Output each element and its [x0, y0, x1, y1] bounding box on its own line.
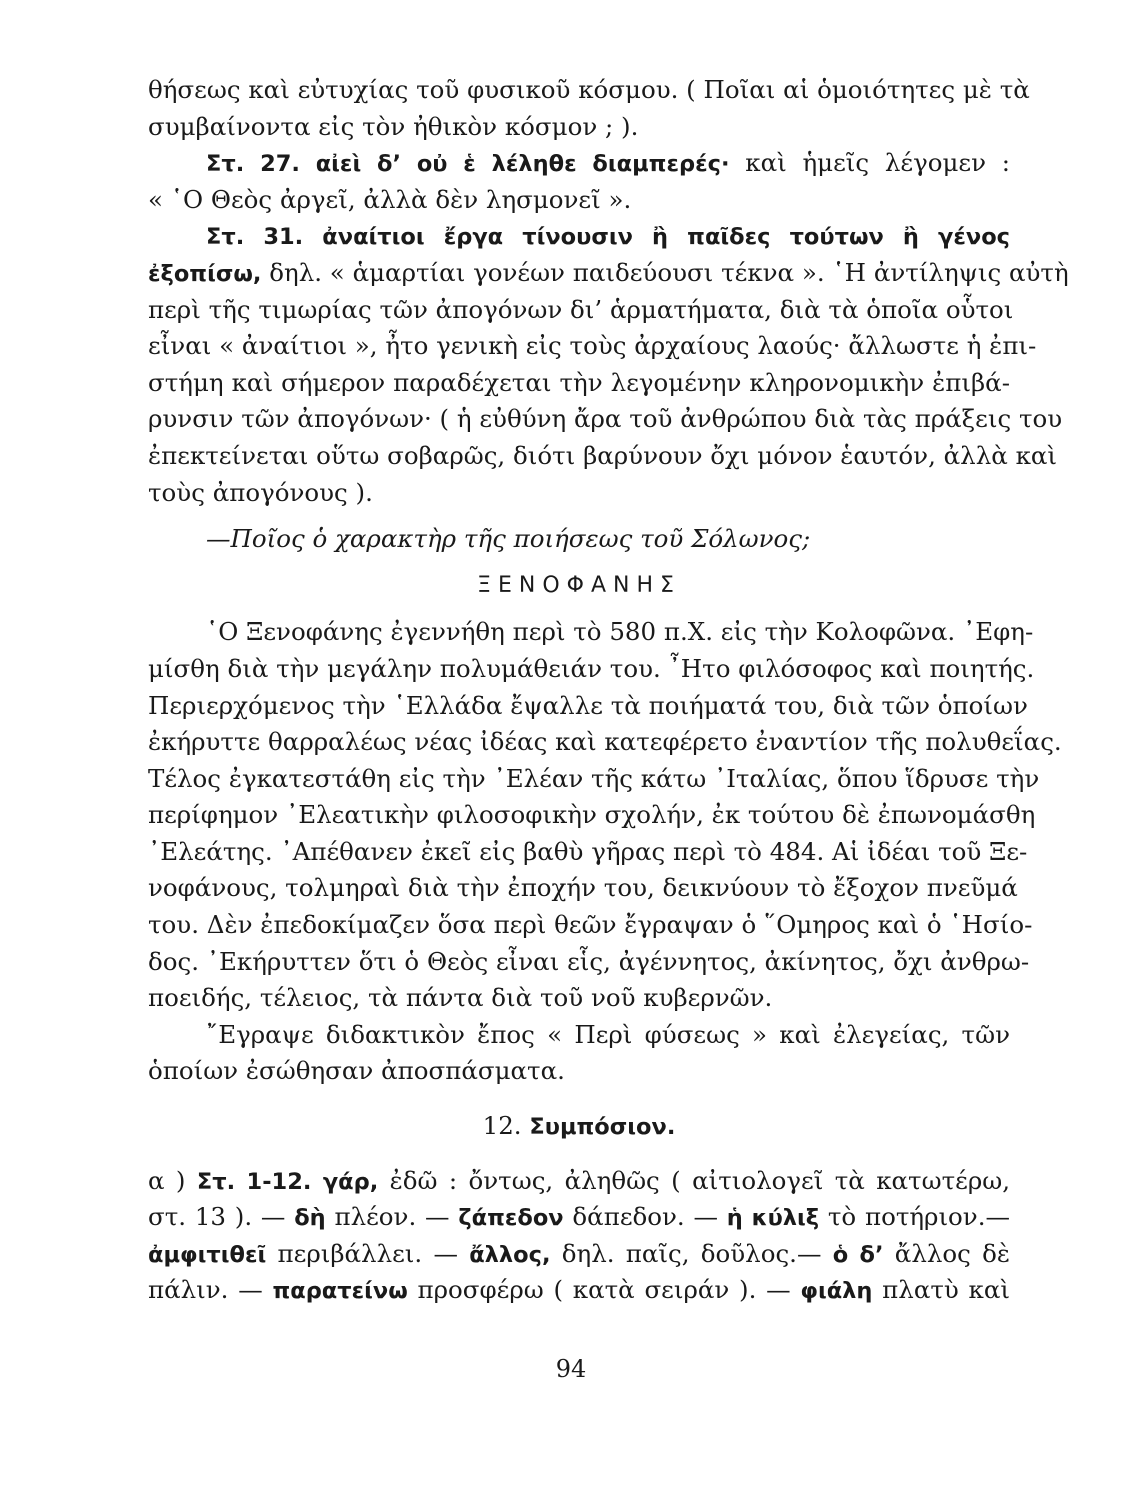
glossary-text: δηλ. παῖς, δοῦλος.— [550, 1238, 833, 1268]
st31-line-2 [148, 255, 1069, 292]
chapter-number: 12. [482, 1111, 522, 1141]
glossary-term: ἄλλος, [469, 1241, 551, 1268]
verse-ref: Στ. 31. [206, 224, 304, 251]
glossary-text: περιβάλλει. — [266, 1238, 470, 1268]
text-line: δος. ᾿Εκήρυττεν ὅτι ὁ Θεὸς εἶναι εἷς, ἀγέννητος, ἀκίνητος, ὄχι ἀνθρω- [148, 946, 1030, 976]
text-line: ἐπεκτείνεται οὕτω σοβαρῶς, διότι βαρύνουν ὄχι μόνον ἑαυτόν, ἀλλὰ καὶ [148, 440, 1058, 470]
text-line: του. Δὲν ἐπεδοκίμαζεν ὅσα περὶ θεῶν ἔγραψαν ὁ ῞Ομηρος καὶ ὁ ῾Ησίο- [148, 910, 1033, 940]
text-line: ᾿Ελεάτης. ᾿Απέθανεν ἐκεῖ εἰς βαθὺ γῆρας περὶ τὸ 484. Αἱ ἰδέαι τοῦ Ξε- [148, 836, 1028, 866]
text-line: στήμη καὶ σήμερον παραδέχεται τὴν λεγομένην κληρονομικὴν ἐπιβά- [148, 367, 1010, 397]
commentary: καὶ ἡμεῖς λέγομεν : [745, 148, 1010, 178]
text-line: ποειδής, τέλειος, τὰ πάντα διὰ τοῦ νοῦ κυβερνῶν. [148, 983, 773, 1013]
glossary-term: ὁ δ’ [832, 1241, 884, 1268]
glossary-line [148, 1236, 1010, 1273]
glossary-text: προσφέρω ( κατὰ σειράν ). — [407, 1275, 801, 1305]
text-line: μίσθη διὰ τὴν μεγάλην πολυμάθειάν του. ῏Ητο φιλόσοφος καὶ ποιητής. [148, 653, 1035, 683]
glossary-text: δάπεδον. — [563, 1202, 727, 1232]
glossary-term: Στ. 1-12. γάρ, [196, 1168, 379, 1195]
section-heading: ΞΕΝΟΦΑΝΗΣ [477, 572, 681, 598]
page-number: 94 [555, 1355, 587, 1383]
text-line: Περιερχόμενος τὴν ῾Ελλάδα ἔψαλλε τὰ ποιήματά του, διὰ τῶν ὁποίων [148, 690, 1028, 720]
glossary-text: πλέον. — [325, 1202, 459, 1232]
text-line: συμβαίνοντα εἰς τὸν ἠθικὸν κόσμον ; ). [148, 111, 639, 141]
glossary-term: ἡ κύλιξ [726, 1205, 820, 1232]
glossary-text: πλατὺ καὶ [872, 1275, 1011, 1305]
glossary-term: δὴ [294, 1205, 326, 1232]
verse-quote: ἐξοπίσω, [148, 260, 262, 287]
verse-quote: αἰεὶ δ’ οὐ ἑ λέληθε διαμπερές· [315, 151, 730, 178]
glossary-line [148, 1199, 1010, 1236]
text-line: ρυνσιν τῶν ἀπογόνων· ( ἡ εὐθύνη ἄρα τοῦ ἀνθρώπου διὰ τὰς πράξεις του [148, 404, 1063, 434]
text-line: ῎Εγραψε διδακτικὸν ἔπος « Περὶ φύσεως » καὶ ἐλεγείας, τῶν [206, 1019, 1010, 1049]
text-line: τοὺς ἀπογόνους ). [148, 477, 373, 507]
glossary-term: φιάλη [800, 1278, 873, 1305]
st27-line [148, 145, 1010, 182]
glossary-term: ζάπεδον [458, 1205, 564, 1232]
text-line: Τέλος ἐγκατεστάθη εἰς τὴν ᾿Ελέαν τῆς κάτω ᾿Ιταλίας, ὅπου ἵδρυσε τὴν [148, 763, 1040, 793]
text-line: ὁποίων ἐσώθησαν ἀποσπάσματα. [148, 1056, 565, 1086]
glossary-text: τὸ ποτήριον.— [819, 1202, 1010, 1232]
glossary-text: α ) [148, 1165, 197, 1195]
glossary-text: ἄλλος δὲ [883, 1238, 1011, 1268]
text-line: περὶ τῆς τιμωρίας τῶν ἀπογόνων δι’ ἁρματήματα, διὰ τὰ ὁποῖα οὗτοι [148, 294, 1014, 324]
page-body [148, 72, 1069, 1309]
text-line: εἶναι « ἀναίτιοι », ἦτο γενικὴ εἰς τοὺς ἀρχαίους λαούς· ἄλλωστε ἡ ἐπι- [148, 331, 1037, 361]
verse-quote: ἀναίτιοι ἔργα τίνουσιν ἢ παῖδες τούτων ἢ γένος [322, 224, 1010, 251]
verse-ref: Στ. 27. [206, 151, 300, 178]
glossary-term: παρατείνω [272, 1278, 408, 1305]
glossary-line [148, 1272, 1010, 1309]
text-line: θήσεως καὶ εὐτυχίας τοῦ φυσικοῦ κόσμου. ( Ποῖαι αἱ ὁμοιότητες μὲ τὰ [148, 75, 1030, 104]
glossary-term: ἀμφιτιθεῖ [148, 1241, 267, 1268]
chapter-heading [148, 1108, 1010, 1145]
text-line: « ῾Ο Θεὸς ἀργεῖ, ἀλλὰ δὲν λησμονεῖ ». [148, 184, 632, 214]
glossary-line [148, 1163, 1010, 1200]
text-line: ῾Ο Ξενοφάνης ἐγεννήθη περὶ τὸ 580 π.Χ. εἰς τὴν Κολοφῶνα. ᾿Εφη- [206, 617, 1034, 647]
text-line: νοφάνους, τολμηραὶ διὰ τὴν ἐποχήν του, δεικνύουν τὸ ἔξοχον πνεῦμά [148, 873, 1018, 903]
review-question: —Ποῖος ὁ χαρακτὴρ τῆς ποιήσεως τοῦ Σόλωνος; [206, 524, 811, 554]
glossary-text: πάλιν. — [148, 1275, 273, 1305]
glossary-text: στ. 13 ). — [148, 1202, 295, 1232]
chapter-title: Συμπόσιον. [529, 1114, 676, 1141]
commentary: δηλ. « ἁμαρτίαι γονέων παιδεύουσι τέκνα ». ῾Η ἀντίληψις αὐτὴ [269, 257, 1069, 287]
text-line: περίφημον ᾿Ελεατικὴν φιλοσοφικὴν σχολήν, ἐκ τούτου δὲ ἐπωνομάσθη [148, 800, 1036, 830]
glossary-text: ἐδῶ : ὄντως, ἀληθῶς ( αἰτιολογεῖ τὰ κατωτέρω, [378, 1165, 1011, 1195]
st31-line [148, 218, 1010, 255]
text-line: ἐκήρυττε θαρραλέως νέας ἰδέας καὶ κατεφέρετο ἐναντίον τῆς πολυθεΐας. [148, 727, 1062, 757]
